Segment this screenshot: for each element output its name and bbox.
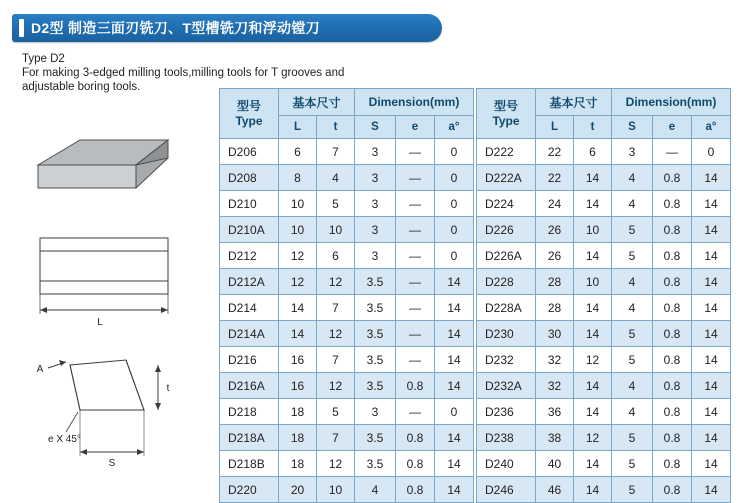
header-col-L: L (536, 116, 574, 139)
cell-a: 0 (435, 243, 474, 269)
cell-L: 40 (536, 451, 574, 477)
cell-t: 12 (317, 321, 355, 347)
cell-a: 0 (435, 217, 474, 243)
cell-e: 0.8 (653, 217, 692, 243)
cell-S: 3.5 (355, 373, 396, 399)
cell-t: 7 (317, 139, 355, 165)
cell-e: 0.8 (396, 477, 435, 503)
header-col-S: S (355, 116, 396, 139)
cell-e: — (653, 139, 692, 165)
table-row (220, 425, 474, 451)
header-basic-size: 基本尺寸 (279, 89, 355, 116)
cell-S: 3 (355, 139, 396, 165)
cell-a: 0 (435, 191, 474, 217)
cell-type: D222A (477, 165, 536, 191)
cell-a: 14 (692, 347, 731, 373)
cell-a: 14 (435, 269, 474, 295)
cell-e: 0.8 (653, 451, 692, 477)
table-header-row-1 (220, 89, 474, 116)
cell-L: 26 (536, 243, 574, 269)
header-type-en: Type (492, 113, 520, 128)
chamfer-label-e: e X 45° (48, 434, 81, 445)
cell-e: 0.8 (396, 425, 435, 451)
cell-S: 5 (612, 347, 653, 373)
header-col-e: e (653, 116, 692, 139)
header-type (220, 89, 279, 139)
cell-t: 12 (574, 425, 612, 451)
cell-a: 14 (692, 451, 731, 477)
page-header-banner (12, 14, 442, 42)
header-col-a: a° (692, 116, 731, 139)
cell-t: 14 (574, 451, 612, 477)
cell-type: D206 (220, 139, 279, 165)
table-row (477, 425, 731, 451)
cell-L: 46 (536, 477, 574, 503)
cell-S: 4 (612, 295, 653, 321)
cell-S: 3.5 (355, 451, 396, 477)
cell-e: — (396, 295, 435, 321)
cell-t: 7 (317, 347, 355, 373)
cell-S: 3.5 (355, 269, 396, 295)
table-row (220, 217, 474, 243)
cell-L: 12 (279, 269, 317, 295)
cell-S: 3 (355, 243, 396, 269)
cell-L: 26 (536, 217, 574, 243)
cell-t: 14 (574, 295, 612, 321)
cell-type: D218A (220, 425, 279, 451)
cell-a: 14 (692, 217, 731, 243)
cell-L: 10 (279, 217, 317, 243)
cell-a: 14 (692, 269, 731, 295)
subtitle-line-3: adjustable boring tools. (22, 81, 141, 93)
cell-L: 28 (536, 269, 574, 295)
cell-t: 12 (574, 347, 612, 373)
cell-type: D224 (477, 191, 536, 217)
header-col-e: e (396, 116, 435, 139)
front-view-drawing (40, 238, 168, 328)
cell-S: 3 (612, 139, 653, 165)
cell-type: D212A (220, 269, 279, 295)
cell-e: — (396, 139, 435, 165)
header-type-cn: 型号 (236, 98, 261, 113)
cell-type: D218B (220, 451, 279, 477)
header-type-cn: 型号 (493, 98, 518, 113)
cell-e: 0.8 (653, 269, 692, 295)
cell-a: 14 (435, 477, 474, 503)
cell-a: 14 (692, 477, 731, 503)
cell-S: 3 (355, 191, 396, 217)
cell-t: 10 (317, 217, 355, 243)
cell-type: D230 (477, 321, 536, 347)
table-row (220, 477, 474, 503)
cell-a: 14 (435, 321, 474, 347)
cell-type: D216A (220, 373, 279, 399)
side-profile-drawing (37, 360, 170, 469)
cell-type: D238 (477, 425, 536, 451)
cell-e: 0.8 (653, 373, 692, 399)
cell-L: 12 (279, 243, 317, 269)
table-row (477, 399, 731, 425)
cell-t: 14 (574, 191, 612, 217)
product-drawings (18, 110, 208, 470)
banner-accent-bar (19, 19, 24, 37)
table-row (220, 399, 474, 425)
cell-type: D214 (220, 295, 279, 321)
cell-type: D218 (220, 399, 279, 425)
cell-type: D246 (477, 477, 536, 503)
table-row (220, 373, 474, 399)
cell-S: 5 (612, 425, 653, 451)
cell-S: 4 (612, 191, 653, 217)
cell-L: 24 (536, 191, 574, 217)
dimension-label-S: S (108, 458, 116, 469)
cell-e: 0.8 (653, 399, 692, 425)
cell-S: 3 (355, 165, 396, 191)
cell-L: 20 (279, 477, 317, 503)
cell-a: 14 (692, 321, 731, 347)
cell-L: 30 (536, 321, 574, 347)
cell-L: 14 (279, 295, 317, 321)
cell-t: 14 (574, 165, 612, 191)
cell-L: 6 (279, 139, 317, 165)
cell-type: D236 (477, 399, 536, 425)
cell-L: 36 (536, 399, 574, 425)
header-type-en: Type (235, 113, 263, 128)
cell-t: 12 (317, 451, 355, 477)
cell-t: 14 (574, 321, 612, 347)
isometric-insert-drawing (38, 140, 168, 188)
table-row (477, 295, 731, 321)
subtitle-line-2: For making 3-edged milling tools,milling tools for T grooves and (22, 67, 345, 79)
cell-type: D210A (220, 217, 279, 243)
cell-e: 0.8 (653, 477, 692, 503)
cell-type: D208 (220, 165, 279, 191)
table-row (477, 347, 731, 373)
cell-e: 0.8 (653, 425, 692, 451)
cell-S: 3 (355, 217, 396, 243)
cell-type: D240 (477, 451, 536, 477)
table-row (220, 347, 474, 373)
spec-table-right (476, 88, 731, 503)
dimension-label-L: L (97, 317, 103, 328)
table-row (477, 269, 731, 295)
table-row (477, 321, 731, 347)
table-header-row-1 (477, 89, 731, 116)
cell-L: 16 (279, 373, 317, 399)
cell-L: 18 (279, 451, 317, 477)
cell-a: 0 (435, 139, 474, 165)
cell-L: 38 (536, 425, 574, 451)
header-col-t: t (317, 116, 355, 139)
cell-e: — (396, 217, 435, 243)
cell-type: D228 (477, 269, 536, 295)
header-col-t: t (574, 116, 612, 139)
cell-t: 7 (317, 295, 355, 321)
cell-e: 0.8 (653, 191, 692, 217)
cell-a: 14 (692, 425, 731, 451)
cell-type: D222 (477, 139, 536, 165)
cell-t: 10 (574, 269, 612, 295)
cell-a: 14 (692, 373, 731, 399)
cell-S: 5 (612, 477, 653, 503)
cell-e: 0.8 (396, 451, 435, 477)
cell-a: 0 (692, 139, 731, 165)
table-row (477, 139, 731, 165)
cell-L: 32 (536, 373, 574, 399)
page-title: D2型 制造三面刃铣刀、T型槽铣刀和浮动镗刀 (31, 20, 320, 36)
cell-a: 14 (435, 347, 474, 373)
cell-t: 5 (317, 399, 355, 425)
cell-e: — (396, 321, 435, 347)
cell-e: — (396, 165, 435, 191)
cell-t: 10 (317, 477, 355, 503)
cell-t: 14 (574, 243, 612, 269)
cell-a: 14 (435, 451, 474, 477)
cell-S: 3 (355, 399, 396, 425)
cell-L: 8 (279, 165, 317, 191)
cell-t: 14 (574, 373, 612, 399)
cell-S: 3.5 (355, 295, 396, 321)
table-row (477, 477, 731, 503)
cell-t: 7 (317, 425, 355, 451)
cell-a: 14 (435, 373, 474, 399)
cell-S: 5 (612, 321, 653, 347)
cell-type: D226 (477, 217, 536, 243)
cell-S: 4 (612, 399, 653, 425)
cell-L: 16 (279, 347, 317, 373)
cell-e: — (396, 243, 435, 269)
cell-S: 5 (612, 243, 653, 269)
cell-e: 0.8 (653, 321, 692, 347)
cell-t: 6 (317, 243, 355, 269)
cell-t: 12 (317, 373, 355, 399)
header-basic-size: 基本尺寸 (536, 89, 612, 116)
dimension-label-t: t (166, 383, 170, 394)
cell-type: D232A (477, 373, 536, 399)
table-row (220, 321, 474, 347)
cell-type: D220 (220, 477, 279, 503)
cell-a: 14 (435, 425, 474, 451)
cell-a: 14 (692, 399, 731, 425)
cell-a: 14 (692, 295, 731, 321)
cell-S: 5 (612, 451, 653, 477)
cell-e: — (396, 399, 435, 425)
cell-S: 4 (612, 165, 653, 191)
cell-e: 0.8 (653, 295, 692, 321)
cell-t: 14 (574, 477, 612, 503)
cell-a: 0 (435, 399, 474, 425)
table-row (220, 451, 474, 477)
table-row (220, 243, 474, 269)
cell-t: 10 (574, 217, 612, 243)
header-col-a: a° (435, 116, 474, 139)
cell-S: 5 (612, 217, 653, 243)
cell-e: — (396, 269, 435, 295)
table-row (477, 191, 731, 217)
cell-e: 0.8 (653, 243, 692, 269)
table-row (220, 191, 474, 217)
cell-L: 22 (536, 165, 574, 191)
cell-e: 0.8 (396, 373, 435, 399)
cell-t: 4 (317, 165, 355, 191)
header-type (477, 89, 536, 139)
cell-type: D216 (220, 347, 279, 373)
header-dimension: Dimension(mm) (612, 89, 731, 116)
cell-L: 10 (279, 191, 317, 217)
cell-a: 14 (435, 295, 474, 321)
cell-type: D214A (220, 321, 279, 347)
view-label-A: A (36, 364, 44, 375)
table-row (220, 139, 474, 165)
cell-type: D210 (220, 191, 279, 217)
cell-L: 18 (279, 425, 317, 451)
table-row (477, 451, 731, 477)
cell-S: 4 (355, 477, 396, 503)
table-row (220, 295, 474, 321)
cell-e: — (396, 347, 435, 373)
table-row (477, 243, 731, 269)
cell-L: 22 (536, 139, 574, 165)
table-row (477, 373, 731, 399)
cell-S: 4 (612, 373, 653, 399)
cell-t: 5 (317, 191, 355, 217)
cell-type: D212 (220, 243, 279, 269)
cell-t: 14 (574, 399, 612, 425)
cell-S: 3.5 (355, 321, 396, 347)
subtitle-line-1: Type D2 (22, 53, 65, 65)
cell-a: 14 (692, 243, 731, 269)
cell-e: 0.8 (653, 347, 692, 373)
cell-L: 18 (279, 399, 317, 425)
table-row (477, 165, 731, 191)
cell-type: D226A (477, 243, 536, 269)
cell-e: 0.8 (653, 165, 692, 191)
cell-type: D228A (477, 295, 536, 321)
cell-a: 14 (692, 165, 731, 191)
cell-type: D232 (477, 347, 536, 373)
cell-t: 6 (574, 139, 612, 165)
cell-S: 3.5 (355, 425, 396, 451)
header-col-S: S (612, 116, 653, 139)
cell-t: 12 (317, 269, 355, 295)
header-col-L: L (279, 116, 317, 139)
cell-L: 32 (536, 347, 574, 373)
cell-L: 14 (279, 321, 317, 347)
cell-a: 0 (435, 165, 474, 191)
cell-e: — (396, 191, 435, 217)
cell-S: 4 (612, 269, 653, 295)
cell-a: 14 (692, 191, 731, 217)
header-dimension: Dimension(mm) (355, 89, 474, 116)
spec-table-left (219, 88, 474, 503)
table-row (477, 217, 731, 243)
cell-L: 28 (536, 295, 574, 321)
table-row (220, 269, 474, 295)
cell-S: 3.5 (355, 347, 396, 373)
table-row (220, 165, 474, 191)
